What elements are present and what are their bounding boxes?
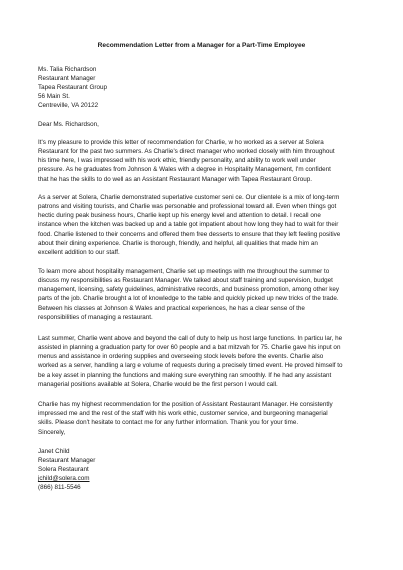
salutation: Dear Ms. Richardson, [38, 121, 99, 128]
paragraph-line: As a server at Solera, Charlie demonstrated superlative customer seni ce. Our clientele is a mix of long-term [38, 194, 340, 201]
paragraph-line: assisted in planning a graduation party for over 60 people and a bat mitzvah for 75. Charlie gave his input on [38, 344, 341, 352]
signature-company: Solera Restaurant [38, 466, 89, 473]
paragraph-line: instance when the kitchen was backed up and a table got impatient about how long they had to wait for their [38, 221, 339, 229]
paragraph-management [38, 267, 368, 322]
signature-name: Janet Child [38, 448, 70, 455]
paragraph-intro [38, 138, 368, 184]
paragraph-line: menus and assistance in ordering supplies and overseeing stock levels before the events. Charlie also [38, 353, 324, 361]
paragraph-line: skills. Please don't hesitate to contact me for any further information. Thank you for your time. [38, 419, 299, 427]
paragraph-line: Between his classes at Johnson & Wales and practical experiences, he has a clear sense of the [38, 304, 305, 312]
paragraph-line: that he has the skills to do well as an Assistant Restaurant Manager with Tapea Restaurant Group. [38, 175, 312, 183]
paragraph-line: be a key asset in planning the functions and making sure everything ran smoothly. If he had any assistant [38, 371, 332, 379]
recipient-street: 56 Main St. [38, 93, 70, 100]
paragraph-line: Restaurant for the past two summers. As Charlie's direct manager who worked closely with him throughout [38, 148, 335, 156]
paragraph-line: managerial positions available at Solera, Charlie would be the first person I would call. [38, 380, 278, 388]
paragraph-line: responsibilities of managing a restaurant. [38, 313, 153, 321]
paragraph-line: worked as a server, handling a larg e volume of requests during a precisely timed event. He proved himself to [38, 362, 343, 370]
paragraph-line: Charlie has my highest recommendation for the position of Assistant Restaurant Manager. He consistently [38, 401, 333, 408]
paragraph-line: It's my pleasure to provide this letter of recommendation for Charlie, w ho worked as a server at Solera [38, 139, 324, 146]
paragraph-line: food. Charlie listened to their concerns and offered them free desserts to ensure that they left feeling positive [38, 230, 341, 238]
paragraph-line: discuss my responsibilities as Restaurant Manager. We talked about staff training and supervision, budget [38, 277, 333, 285]
paragraph-line: To learn more about hospitality management, Charlie set up meetings with me throughout the summer to [38, 268, 330, 275]
paragraph-line: Last summer, Charlie went above and beyond the call of duty to help us host large functions. In particu lar, he [38, 335, 343, 342]
recipient-role: Restaurant Manager [38, 75, 96, 82]
paragraph-line: parts of the job. Charlie brought a lot of knowledge to the table and quickly picked up new tricks of the trade. [38, 295, 339, 303]
document-title: Recommendation Letter from a Manager for a Part-Time Employee [97, 42, 306, 49]
recipient-company: Tapea Restaurant Group [38, 84, 107, 91]
paragraph-line: about their dining experience. Charlie is thorough, friendly, and helpful, all qualities that made him an [38, 239, 318, 247]
paragraph-functions [38, 334, 368, 389]
paragraph-line: patrons and visiting tourists, and Charlie was personable and professional toward all. Even when things got [38, 203, 337, 211]
paragraph-line: impressed me and the rest of the staff with his work ethic, customer service, and burgeoning managerial [38, 410, 328, 418]
signature-phone: (866) 811-5546 [38, 484, 81, 491]
signature-email-link[interactable]: jchild@solera.com [38, 475, 90, 482]
paragraph-recommendation [38, 400, 368, 427]
closing: Sincerely, [38, 429, 66, 436]
recipient-city: Centreville, VA 20122 [38, 102, 99, 109]
paragraph-line: hectic during peak business hours, Charlie kept up his energy level and attention to detail. I recall one [38, 212, 321, 220]
paragraph-line: his time here, I was impressed with his work ethic, friendly personality, and ability to work well under [38, 157, 316, 165]
paragraph-line: pressure. As he graduates from Johnson & Wales with a degree in Hospitality Management, I'm confident [38, 166, 331, 174]
paragraph-line: management, licensing, safety guidelines, administrative records, and business promotion, among other key [38, 286, 340, 294]
paragraph-line: excellent addition to our staff. [38, 248, 120, 256]
signature-role: Restaurant Manager [38, 457, 96, 464]
paragraph-customer-service [38, 193, 368, 257]
recipient-name: Ms. Talia Richardson [38, 66, 97, 73]
